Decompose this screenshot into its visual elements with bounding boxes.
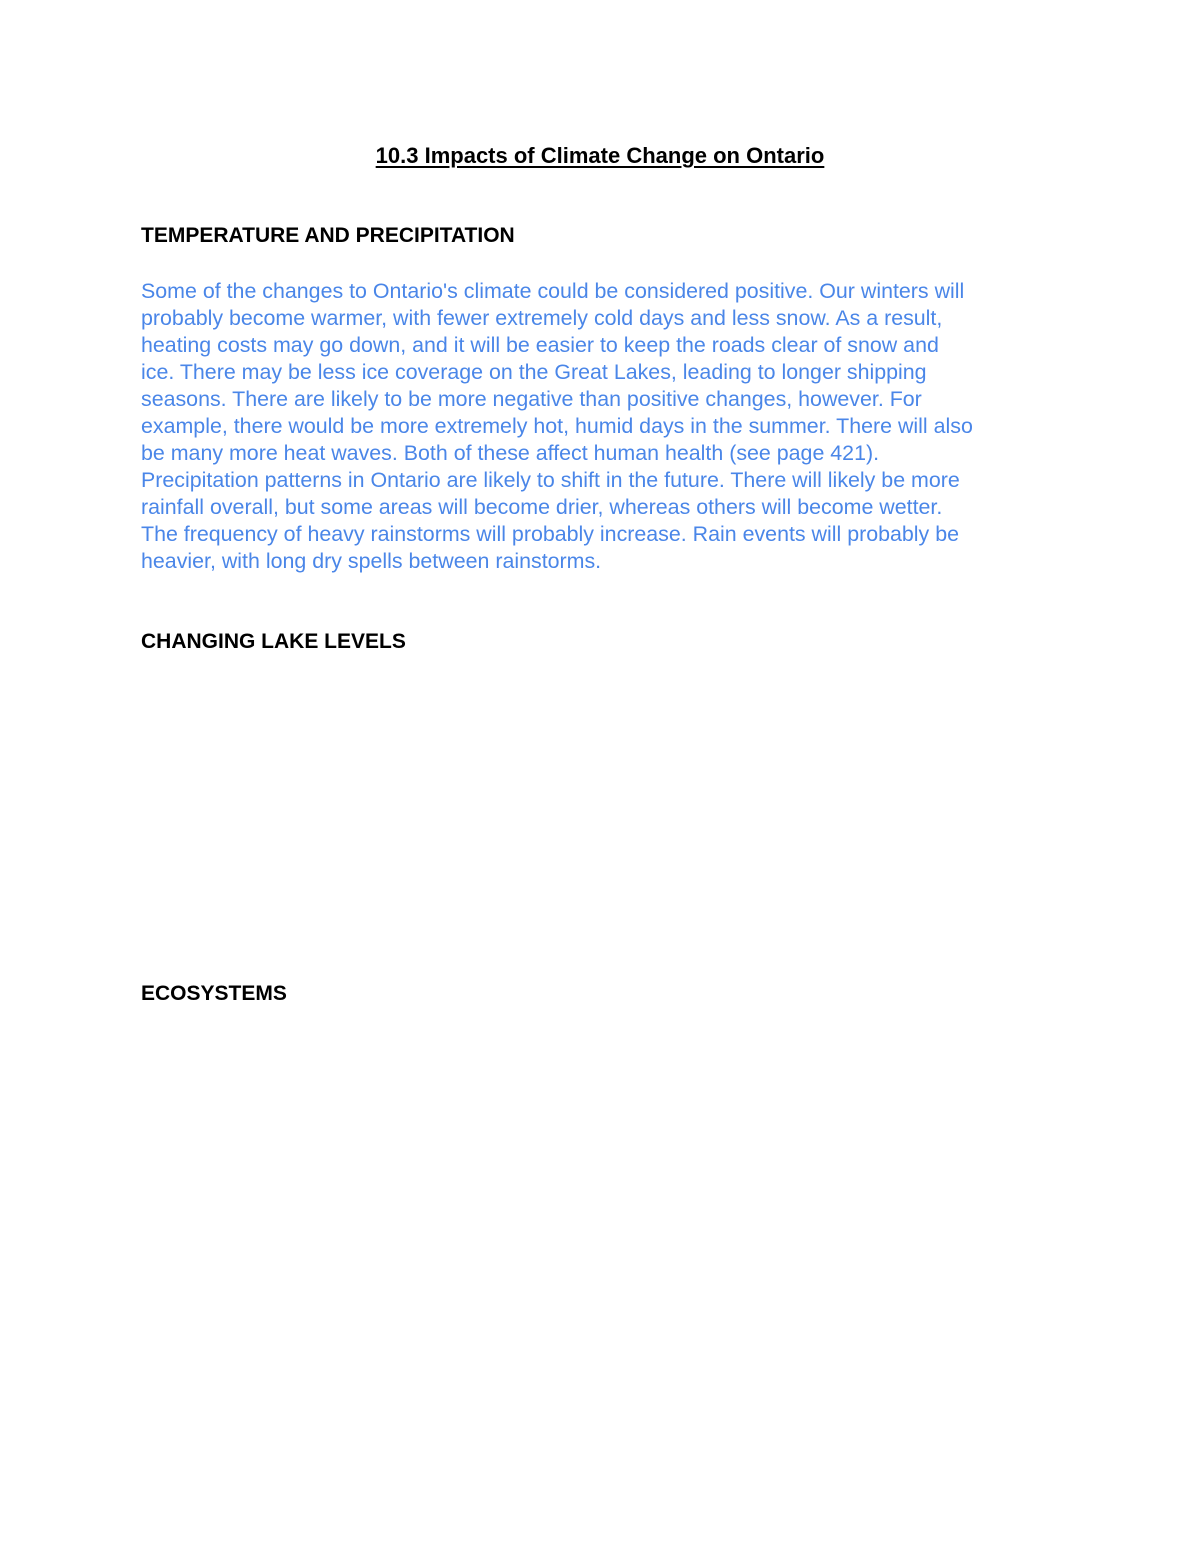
paragraph-line: example, there would be more extremely hot, humid days in the summer. There will also	[141, 414, 973, 438]
section-heading-changing-lake-levels: CHANGING LAKE LEVELS	[141, 630, 406, 653]
paragraph-line: ice. There may be less ice coverage on the Great Lakes, leading to longer shipping	[141, 360, 927, 384]
paragraph-line: Precipitation patterns in Ontario are likely to shift in the future. There will likely be more	[141, 468, 960, 492]
paragraph-line: The frequency of heavy rainstorms will probably increase. Rain events will probably be	[141, 522, 959, 546]
paragraph-line: Some of the changes to Ontario's climate could be considered positive. Our winters will	[141, 279, 965, 303]
paragraph-line: rainfall overall, but some areas will become drier, whereas others will become wetter.	[141, 495, 943, 519]
paragraph-line: heavier, with long dry spells between rainstorms.	[141, 549, 602, 573]
paragraph-line: seasons. There are likely to be more negative than positive changes, however. For	[141, 387, 922, 411]
temperature-precipitation-paragraph	[141, 278, 1066, 575]
paragraph-line: heating costs may go down, and it will be easier to keep the roads clear of snow and	[141, 333, 939, 357]
paragraph-line: be many more heat waves. Both of these affect human health (see page 421).	[141, 441, 880, 465]
document-title: 10.3 Impacts of Climate Change on Ontario	[375, 143, 825, 168]
section-heading-ecosystems: ECOSYSTEMS	[141, 982, 287, 1005]
paragraph-line: probably become warmer, with fewer extremely cold days and less snow. As a result,	[141, 306, 943, 330]
section-heading-temperature-precipitation: TEMPERATURE AND PRECIPITATION	[141, 224, 515, 247]
